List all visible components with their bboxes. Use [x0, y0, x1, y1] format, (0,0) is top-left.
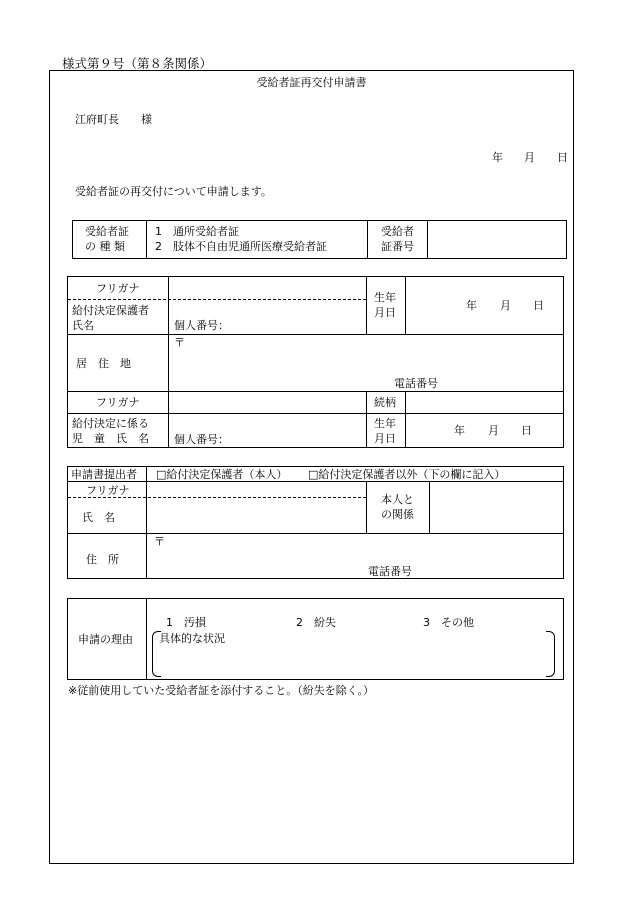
submitter-address-label: 住 所 — [86, 553, 119, 566]
submitter-name-label: 氏 名 — [82, 511, 115, 524]
reason-table — [67, 598, 564, 680]
detail-bracket-right — [546, 631, 555, 677]
form-number: 様式第９号（第８条関係） — [62, 56, 213, 71]
child-mynumber-label[interactable]: 個人番号： — [174, 433, 229, 446]
cert-option-2[interactable]: 2 肢体不自由児通所医療受給者証 — [155, 240, 327, 253]
reason-option-3[interactable]: 3 その他 — [423, 616, 474, 629]
guardian-name-label: 給付決定保護者 — [72, 304, 149, 317]
applicant-table — [67, 276, 564, 448]
date-month[interactable]: 月 — [524, 151, 535, 164]
guardian-birth-day[interactable]: 日 — [533, 299, 544, 312]
date-year[interactable]: 年 — [492, 151, 503, 164]
guardian-name-label-2: 氏名 — [72, 319, 94, 332]
reason-option-1[interactable]: 1 汚損 — [166, 616, 206, 629]
guardian-birth-label-2: 月日 — [374, 306, 396, 319]
attachment-note: ※従前使用していた受給者証を添付すること。（紛失を除く。） — [68, 684, 374, 697]
submitter-postal-mark: 〒 — [154, 535, 165, 548]
guardian-birth-label: 生年 — [374, 291, 396, 304]
child-relation-label: 続柄 — [374, 396, 396, 409]
reason-option-2[interactable]: 2 紛失 — [296, 616, 336, 629]
submitter-label: 申請書提出者 — [71, 468, 137, 481]
child-name-label-2: 児 童 氏 名 — [72, 432, 149, 445]
date-day[interactable]: 日 — [557, 151, 568, 164]
cert-number-label: 受給者 — [381, 225, 414, 238]
guardian-mynumber-label[interactable]: 個人番号： — [174, 319, 229, 332]
child-birth-month[interactable]: 月 — [488, 424, 499, 437]
guardian-birth-year[interactable]: 年 — [466, 299, 477, 312]
child-birth-day[interactable]: 日 — [521, 424, 532, 437]
cert-type-table — [72, 220, 567, 259]
submitter-table — [67, 466, 564, 579]
intro-text: 受給者証の再交付について申請します。 — [75, 185, 272, 198]
submitter-relation-label-2: の関係 — [381, 508, 414, 521]
child-furigana-label: フリガナ — [96, 396, 140, 409]
addressee: 江府町長 様 — [75, 113, 152, 126]
child-name-label: 給付決定に係る — [72, 417, 149, 430]
reason-detail-label[interactable]: 具体的な状況 — [159, 632, 225, 645]
submitter-option-self[interactable]: □給付決定保護者（本人） — [156, 468, 288, 481]
submitter-phone-label[interactable]: 電話番号 — [368, 565, 412, 578]
guardian-postal-mark: 〒 — [174, 336, 185, 349]
child-birth-label-2: 月日 — [374, 432, 396, 445]
guardian-phone-label[interactable]: 電話番号 — [394, 377, 438, 390]
guardian-address-label: 居 住 地 — [76, 357, 131, 370]
cert-type-label: 受給者証 — [85, 225, 129, 238]
cert-option-1[interactable]: 1 通所受給者証 — [155, 225, 239, 238]
submitter-relation-label: 本人と — [381, 493, 414, 506]
guardian-furigana-label: フリガナ — [96, 282, 140, 295]
reason-label: 申請の理由 — [78, 633, 133, 646]
page-title: 受給者証再交付申請書 — [256, 76, 367, 89]
cert-number-label-2: 証番号 — [381, 240, 414, 253]
child-birth-label: 生年 — [374, 417, 396, 430]
submitter-furigana-label: フリガナ — [86, 484, 130, 497]
cert-type-label-2: の 種 類 — [85, 240, 125, 253]
child-birth-year[interactable]: 年 — [454, 424, 465, 437]
submitter-option-other[interactable]: □給付決定保護者以外（下の欄に記入） — [308, 468, 506, 481]
guardian-birth-month[interactable]: 月 — [500, 299, 511, 312]
